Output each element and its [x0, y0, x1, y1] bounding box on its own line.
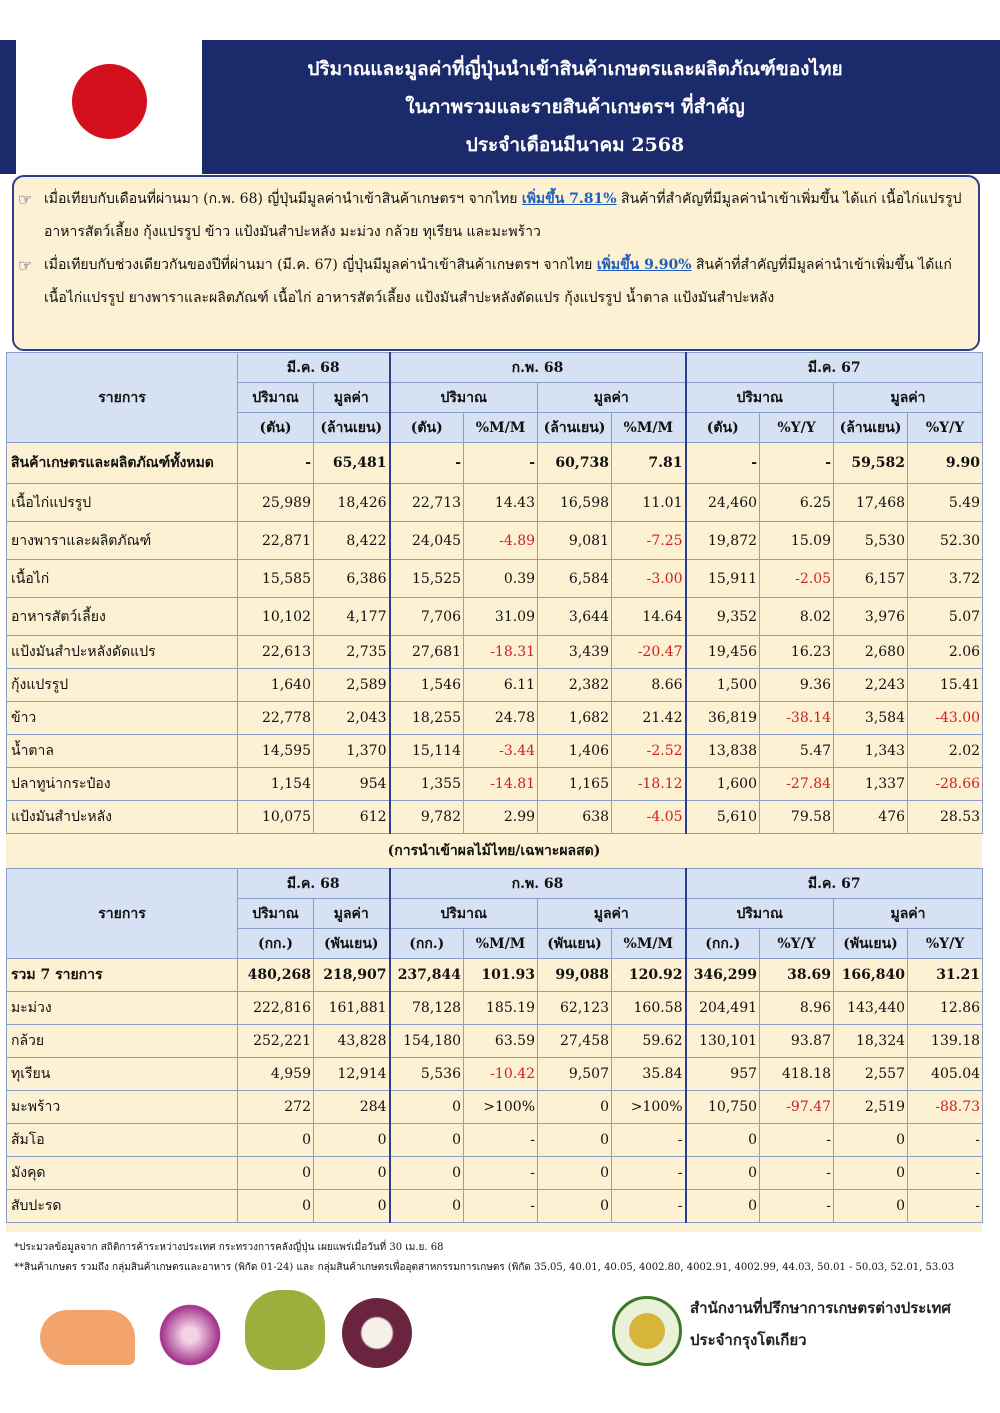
period-2: ก.พ. 68: [390, 353, 686, 383]
period-3: มี.ค. 67: [686, 353, 983, 383]
table-row: [7, 636, 983, 669]
table-cell: 6,157: [834, 560, 908, 598]
table-cell: 62,123: [538, 992, 612, 1025]
table-cell: 1,600: [686, 768, 760, 801]
table-cell: -4.89: [464, 522, 538, 560]
table-cell: 0: [686, 1124, 760, 1157]
table-cell: 15,114: [390, 735, 464, 768]
hdr-qty: ปริมาณ: [238, 383, 314, 413]
table-cell: 9.90: [908, 443, 983, 484]
table-cell: 0: [390, 1124, 464, 1157]
table-row: [7, 560, 983, 598]
table-cell: 0: [238, 1124, 314, 1157]
japan-flag-icon: [16, 40, 202, 174]
title-line-1: ปริมาณและมูลค่าที่ญี่ปุ่นนำเข้าสินค้าเกษตรและผลิตภัณฑ์ของไทย: [307, 58, 843, 80]
table-cell: -88.73: [908, 1091, 983, 1124]
table-cell: 612: [314, 801, 390, 834]
table-cell: -: [908, 1190, 983, 1223]
table-cell: 0: [834, 1190, 908, 1223]
table-cell: 18,426: [314, 484, 390, 522]
hdr-qty: ปริมาณ: [686, 383, 834, 413]
table-cell: 4,959: [238, 1058, 314, 1091]
row-label: แป้งมันสำปะหลังดัดแปร: [7, 636, 238, 669]
table-cell: 13,838: [686, 735, 760, 768]
table-cell: 28.53: [908, 801, 983, 834]
unit-val: (พันเยน): [314, 929, 390, 959]
summary-point-1: ☞ เมื่อเทียบกับเดือนที่ผ่านมา (ก.พ. 68) ญี่ปุ่นมีมูลค่านำเข้าสินค้าเกษตรฯ จากไทย เพิ่มขึ้น 7.81% สินค้าที่สำคัญที่มีมูลค่านำเข้าเพิ่มขึ้น ได้แก่ เนื้อไก่แปรรูป อาหารสัตว์เลี้ยง กุ้งแปรรูป ข้าว แป้งมันสำปะหลัง มะม่วง กล้วย ทุเรียน และมะพร้าว: [44, 183, 964, 249]
table-row: [7, 992, 983, 1025]
table-cell: 2.06: [908, 636, 983, 669]
table-cell: 1,154: [238, 768, 314, 801]
unit-mm: %M/M: [464, 929, 538, 959]
table-row: [7, 1157, 983, 1190]
table-cell: >100%: [464, 1091, 538, 1124]
table-cell: 36,819: [686, 702, 760, 735]
table-cell: 22,613: [238, 636, 314, 669]
table-row: [7, 1025, 983, 1058]
table-cell: 1,546: [390, 669, 464, 702]
fruit-table: [6, 868, 983, 1223]
title-line-3: ประจำเดือนมีนาคม 2568: [465, 134, 685, 156]
table-cell: 954: [314, 768, 390, 801]
table-cell: 0: [390, 1091, 464, 1124]
table-cell: 9,352: [686, 598, 760, 636]
page-title: [205, 40, 945, 174]
unit-mm: %M/M: [612, 929, 686, 959]
table-cell: 7.81: [612, 443, 686, 484]
table-cell: 6.25: [760, 484, 834, 522]
row-label: เนื้อไก่แปรรูป: [7, 484, 238, 522]
row-label: กล้วย: [7, 1025, 238, 1058]
row-label: ทุเรียน: [7, 1058, 238, 1091]
footnote-2: **สินค้าเกษตร รวมถึง กลุ่มสินค้าเกษตรและอาหาร (พิกัด 01-24) และ กลุ่มสินค้าเกษตรเพื่ออุตสาหกรรมการเกษตร (พิกัด 35.05, 40.01, 40.05, 4002.80, 4002.91, 4002.99, 44.03, 50.01 - 50.03, 52.01, 53.03: [14, 1262, 955, 1273]
table-cell: 480,268: [238, 959, 314, 992]
table-cell: 1,165: [538, 768, 612, 801]
table-cell: 161,881: [314, 992, 390, 1025]
table-cell: -: [612, 1190, 686, 1223]
table-row: [7, 1091, 983, 1124]
pointing-hand-icon: ☞: [18, 190, 33, 209]
table-cell: 252,221: [238, 1025, 314, 1058]
hdr-qty: ปริมาณ: [238, 899, 314, 929]
table-cell: 27,681: [390, 636, 464, 669]
unit-mm: %M/M: [464, 413, 538, 443]
table-cell: -10.42: [464, 1058, 538, 1091]
table-cell: 8.96: [760, 992, 834, 1025]
col-item: รายการ: [7, 869, 238, 959]
mangosteen-icon: [342, 1298, 412, 1368]
table-cell: 5,530: [834, 522, 908, 560]
table-cell: 3,644: [538, 598, 612, 636]
table-cell: 59,582: [834, 443, 908, 484]
table-cell: 2,680: [834, 636, 908, 669]
table-cell: 10,102: [238, 598, 314, 636]
table-cell: 2,589: [314, 669, 390, 702]
durian-icon: [245, 1290, 325, 1370]
table-cell: -: [390, 443, 464, 484]
table-cell: 222,816: [238, 992, 314, 1025]
table-cell: 52.30: [908, 522, 983, 560]
row-label: แป้งมันสำปะหลัง: [7, 801, 238, 834]
table-cell: 2.99: [464, 801, 538, 834]
table-cell: 17,468: [834, 484, 908, 522]
table-cell: 11.01: [612, 484, 686, 522]
table-row: [7, 735, 983, 768]
period-2: ก.พ. 68: [390, 869, 686, 899]
table-cell: 2,557: [834, 1058, 908, 1091]
table-cell: 27,458: [538, 1025, 612, 1058]
highlight-yy: เพิ่มขึ้น 9.90%: [596, 257, 692, 273]
table-cell: 1,682: [538, 702, 612, 735]
table-cell: -: [760, 443, 834, 484]
table-cell: 15,911: [686, 560, 760, 598]
hdr-qty: ปริมาณ: [686, 899, 834, 929]
unit-yy: %Y/Y: [908, 413, 983, 443]
table-cell: 63.59: [464, 1025, 538, 1058]
table-cell: -: [612, 1124, 686, 1157]
period-1: มี.ค. 68: [238, 869, 390, 899]
table-row: [7, 484, 983, 522]
table-cell: -: [238, 443, 314, 484]
table-cell: 1,500: [686, 669, 760, 702]
table-cell: >100%: [612, 1091, 686, 1124]
hdr-val: มูลค่า: [538, 383, 686, 413]
table-cell: 0: [686, 1157, 760, 1190]
hdr-val: มูลค่า: [834, 899, 983, 929]
table-cell: -18.12: [612, 768, 686, 801]
table-cell: 0.39: [464, 560, 538, 598]
table-cell: 14,595: [238, 735, 314, 768]
table-cell: 0: [538, 1157, 612, 1190]
hdr-qty: ปริมาณ: [390, 383, 538, 413]
row-label: อาหารสัตว์เลี้ยง: [7, 598, 238, 636]
table-cell: 130,101: [686, 1025, 760, 1058]
table-cell: 65,481: [314, 443, 390, 484]
table-cell: 0: [314, 1190, 390, 1223]
summary-panel: [12, 175, 980, 351]
unit-yy: %Y/Y: [908, 929, 983, 959]
total-row: [7, 959, 983, 992]
table-cell: -2.05: [760, 560, 834, 598]
table-cell: 22,713: [390, 484, 464, 522]
hdr-val: มูลค่า: [538, 899, 686, 929]
shrimp-icon: [40, 1310, 135, 1365]
office-name: สำนักงานที่ปรึกษาการเกษตรต่างประเทศ ประจำกรุงโตเกียว: [690, 1299, 951, 1349]
row-label: รวม 7 รายการ: [7, 959, 238, 992]
unit-qty: (กก.): [686, 929, 760, 959]
table-cell: 15,525: [390, 560, 464, 598]
table-cell: 19,872: [686, 522, 760, 560]
table-cell: 0: [390, 1157, 464, 1190]
table-cell: 0: [390, 1190, 464, 1223]
table-cell: 0: [834, 1124, 908, 1157]
table-cell: 21.42: [612, 702, 686, 735]
table-cell: -2.52: [612, 735, 686, 768]
table-row: [7, 768, 983, 801]
unit-val: (พันเยน): [538, 929, 612, 959]
header-banner: [0, 40, 1000, 174]
title-line-2: ในภาพรวมและรายสินค้าเกษตรฯ ที่สำคัญ: [405, 96, 745, 118]
row-label: น้ำตาล: [7, 735, 238, 768]
table-cell: 0: [834, 1157, 908, 1190]
table-cell: 19,456: [686, 636, 760, 669]
row-label: สินค้าเกษตรและผลิตภัณฑ์ทั้งหมด: [7, 443, 238, 484]
table-cell: -: [464, 1190, 538, 1223]
table-cell: 25,989: [238, 484, 314, 522]
table-cell: -: [908, 1157, 983, 1190]
table-cell: 166,840: [834, 959, 908, 992]
table-cell: -7.25: [612, 522, 686, 560]
table-cell: 139.18: [908, 1025, 983, 1058]
footnotes: [14, 1238, 974, 1278]
row-label: ส้มโอ: [7, 1124, 238, 1157]
table-cell: 6,386: [314, 560, 390, 598]
table-cell: 237,844: [390, 959, 464, 992]
table-cell: 476: [834, 801, 908, 834]
unit-val: (พันเยน): [834, 929, 908, 959]
table-cell: 0: [686, 1190, 760, 1223]
table-cell: 5,610: [686, 801, 760, 834]
table-cell: 10,075: [238, 801, 314, 834]
table-cell: 1,355: [390, 768, 464, 801]
table-cell: 5.07: [908, 598, 983, 636]
unit-yy: %Y/Y: [760, 413, 834, 443]
row-label: มะม่วง: [7, 992, 238, 1025]
table-cell: 24,045: [390, 522, 464, 560]
unit-qty: (ตัน): [238, 413, 314, 443]
table-cell: 14.64: [612, 598, 686, 636]
table-cell: -: [760, 1190, 834, 1223]
table-cell: 78,128: [390, 992, 464, 1025]
table-cell: -18.31: [464, 636, 538, 669]
unit-val: (ล้านเยน): [834, 413, 908, 443]
orchid-icon: [155, 1300, 225, 1370]
table-cell: 5.47: [760, 735, 834, 768]
table-cell: 93.87: [760, 1025, 834, 1058]
table-cell: 143,440: [834, 992, 908, 1025]
table-cell: -3.44: [464, 735, 538, 768]
product-images: [30, 1290, 500, 1375]
table-cell: -38.14: [760, 702, 834, 735]
table-cell: 405.04: [908, 1058, 983, 1091]
table-cell: 6.11: [464, 669, 538, 702]
table-cell: 0: [538, 1091, 612, 1124]
table-cell: 18,324: [834, 1025, 908, 1058]
table-cell: 957: [686, 1058, 760, 1091]
table-cell: 0: [538, 1190, 612, 1223]
period-1: มี.ค. 68: [238, 353, 390, 383]
table-cell: 1,343: [834, 735, 908, 768]
table-cell: 2,043: [314, 702, 390, 735]
table-cell: -: [760, 1157, 834, 1190]
table-cell: 5.49: [908, 484, 983, 522]
table-cell: 38.69: [760, 959, 834, 992]
table-cell: 2,519: [834, 1091, 908, 1124]
hdr-val: มูลค่า: [834, 383, 983, 413]
table-cell: 43,828: [314, 1025, 390, 1058]
table-cell: 31.09: [464, 598, 538, 636]
table-cell: -20.47: [612, 636, 686, 669]
unit-qty: (ตัน): [686, 413, 760, 443]
unit-qty: (ตัน): [390, 413, 464, 443]
table-cell: -: [760, 1124, 834, 1157]
table-cell: -: [464, 1124, 538, 1157]
row-label: ปลาทูน่ากระป๋อง: [7, 768, 238, 801]
row-label: กุ้งแปรรูป: [7, 669, 238, 702]
office-logo-icon: [612, 1296, 682, 1366]
table-cell: 0: [238, 1190, 314, 1223]
summary-point-2: ☞ เมื่อเทียบกับช่วงเดียวกันของปีที่ผ่านมา (มี.ค. 67) ญี่ปุ่นมีมูลค่านำเข้าสินค้าเกษตรฯ จากไทย เพิ่มขึ้น 9.90% สินค้าที่สำคัญที่มีมูลค่านำเข้าเพิ่มขึ้น ได้แก่ เนื้อไก่แปรรูป ยางพาราและผลิตภัณฑ์ เนื้อไก่ อาหารสัตว์เลี้ยง แป้งมันสำปะหลังดัดแปร กุ้งแปรรูป น้ำตาล แป้งมันสำปะหลัง: [44, 249, 964, 315]
table-cell: 3,584: [834, 702, 908, 735]
table-cell: 9.36: [760, 669, 834, 702]
pointing-hand-icon: ☞: [18, 256, 33, 275]
table-cell: 218,907: [314, 959, 390, 992]
table-cell: -: [686, 443, 760, 484]
table-cell: 12.86: [908, 992, 983, 1025]
table-cell: 35.84: [612, 1058, 686, 1091]
table-cell: 8,422: [314, 522, 390, 560]
total-row: [7, 443, 983, 484]
table-cell: 12,914: [314, 1058, 390, 1091]
table-cell: 272: [238, 1091, 314, 1124]
table-cell: -: [908, 1124, 983, 1157]
table-cell: 24.78: [464, 702, 538, 735]
table-cell: 204,491: [686, 992, 760, 1025]
table-cell: -97.47: [760, 1091, 834, 1124]
table-cell: 4,177: [314, 598, 390, 636]
table-cell: 1,406: [538, 735, 612, 768]
table-cell: 24,460: [686, 484, 760, 522]
table-cell: -43.00: [908, 702, 983, 735]
row-label: มังคุด: [7, 1157, 238, 1190]
table-cell: 3.72: [908, 560, 983, 598]
table-cell: 1,370: [314, 735, 390, 768]
row-label: ยางพาราและผลิตภัณฑ์: [7, 522, 238, 560]
table-row: [7, 598, 983, 636]
table-cell: 79.58: [760, 801, 834, 834]
table-cell: 59.62: [612, 1025, 686, 1058]
table-cell: -: [464, 1157, 538, 1190]
table-cell: 6,584: [538, 560, 612, 598]
table-cell: -28.66: [908, 768, 983, 801]
agri-table: [6, 352, 983, 834]
table-cell: 9,782: [390, 801, 464, 834]
hdr-val: มูลค่า: [314, 383, 390, 413]
table-cell: 284: [314, 1091, 390, 1124]
table-row: [7, 522, 983, 560]
table-cell: 120.92: [612, 959, 686, 992]
table-cell: 5,536: [390, 1058, 464, 1091]
table-cell: 2,243: [834, 669, 908, 702]
table-cell: 16,598: [538, 484, 612, 522]
table-cell: 0: [314, 1124, 390, 1157]
period-3: มี.ค. 67: [686, 869, 983, 899]
table-row: [7, 1190, 983, 1223]
table-cell: 8.66: [612, 669, 686, 702]
table-row: [7, 1058, 983, 1091]
table-cell: -14.81: [464, 768, 538, 801]
table-cell: 99,088: [538, 959, 612, 992]
table-cell: 10,750: [686, 1091, 760, 1124]
table-row: [7, 1124, 983, 1157]
table-cell: 185.19: [464, 992, 538, 1025]
table-cell: 346,299: [686, 959, 760, 992]
highlight-mm: เพิ่มขึ้น 7.81%: [521, 191, 617, 207]
table-cell: -: [464, 443, 538, 484]
table-cell: 15.09: [760, 522, 834, 560]
table-cell: 8.02: [760, 598, 834, 636]
col-item: รายการ: [7, 353, 238, 443]
fruit-caption: (การนำเข้าผลไม้ไทย/เฉพาะผลสด): [6, 834, 982, 868]
unit-qty: (กก.): [390, 929, 464, 959]
table-cell: 22,871: [238, 522, 314, 560]
table-cell: 154,180: [390, 1025, 464, 1058]
hdr-qty: ปริมาณ: [390, 899, 538, 929]
table-cell: 160.58: [612, 992, 686, 1025]
table-cell: 15.41: [908, 669, 983, 702]
table-cell: 15,585: [238, 560, 314, 598]
table-cell: 1,337: [834, 768, 908, 801]
unit-qty: (กก.): [238, 929, 314, 959]
table-cell: 0: [238, 1157, 314, 1190]
table-cell: 16.23: [760, 636, 834, 669]
table-cell: 3,439: [538, 636, 612, 669]
table-row: [7, 669, 983, 702]
unit-yy: %Y/Y: [760, 929, 834, 959]
tables-panel: [6, 352, 982, 1232]
table-cell: 2.02: [908, 735, 983, 768]
table-row: [7, 702, 983, 735]
table-cell: -: [612, 1157, 686, 1190]
table-cell: 0: [538, 1124, 612, 1157]
table-cell: 14.43: [464, 484, 538, 522]
table-cell: 2,382: [538, 669, 612, 702]
table-cell: 0: [314, 1157, 390, 1190]
table-cell: 2,735: [314, 636, 390, 669]
table-cell: 7,706: [390, 598, 464, 636]
table-cell: 9,507: [538, 1058, 612, 1091]
table-cell: 9,081: [538, 522, 612, 560]
table-cell: 18,255: [390, 702, 464, 735]
hdr-val: มูลค่า: [314, 899, 390, 929]
table-cell: -3.00: [612, 560, 686, 598]
row-label: สับปะรด: [7, 1190, 238, 1223]
table-row: [7, 801, 983, 834]
table-cell: 1,640: [238, 669, 314, 702]
row-label: เนื้อไก่: [7, 560, 238, 598]
table-cell: 418.18: [760, 1058, 834, 1091]
table-cell: -4.05: [612, 801, 686, 834]
table-cell: 638: [538, 801, 612, 834]
footnote-1: *ประมวลข้อมูลจาก สถิติการค้าระหว่างประเทศ กระทรวงการคลังญี่ปุ่น เผยแพร่เมื่อวันที่ 30 เม.ย. 68: [14, 1242, 444, 1253]
row-label: มะพร้าว: [7, 1091, 238, 1124]
table-cell: 60,738: [538, 443, 612, 484]
table-cell: 101.93: [464, 959, 538, 992]
row-label: ข้าว: [7, 702, 238, 735]
table-cell: 3,976: [834, 598, 908, 636]
unit-val: (ล้านเยน): [538, 413, 612, 443]
unit-mm: %M/M: [612, 413, 686, 443]
table-cell: 22,778: [238, 702, 314, 735]
unit-val: (ล้านเยน): [314, 413, 390, 443]
table-cell: -27.84: [760, 768, 834, 801]
table-cell: 31.21: [908, 959, 983, 992]
